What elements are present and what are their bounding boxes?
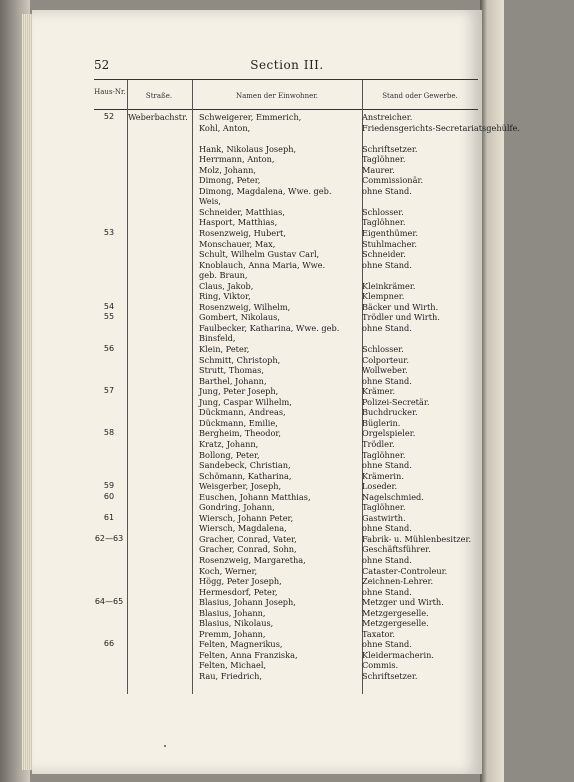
occupation: Buchdrucker. — [362, 407, 418, 418]
table-row — [94, 502, 478, 513]
header-house: Haus-Nr. — [94, 88, 126, 96]
occupation: Schlosser. — [362, 206, 404, 217]
occupation: Taglöhner. — [362, 449, 406, 460]
house-number: 52 — [103, 112, 115, 121]
table-row — [94, 566, 478, 577]
house-number: 61 — [103, 512, 115, 522]
resident-name: Blasius, Nikolaus, — [199, 618, 274, 629]
register-rows — [94, 112, 520, 682]
table-row — [94, 281, 478, 292]
occupation: Maurer. — [362, 164, 395, 175]
resident-name: Knoblauch, Anna Maria, Wwe. — [199, 259, 326, 270]
occupation: Schriftsetzer. — [362, 670, 418, 681]
resident-name: Klein, Peter, — [199, 344, 250, 355]
resident-name: Weis, — [199, 196, 222, 207]
occupation: Taglöhner. — [362, 502, 406, 513]
occupation: Anstreicher. — [362, 112, 413, 122]
resident-name: Jung, Peter Joseph, — [199, 386, 279, 397]
header-names: Namen der Einwohner. — [235, 92, 319, 100]
resident-name: Premm, Johann, — [199, 628, 266, 639]
occupation: Fabrik- u. Mühlenbesitzer. — [362, 533, 472, 544]
table-row — [94, 249, 478, 260]
table-row — [94, 576, 478, 587]
table-row — [94, 270, 478, 281]
table-row — [94, 660, 478, 671]
house-number: 62—63 — [94, 533, 124, 543]
house-number: 57 — [103, 386, 115, 396]
resident-name: Sandebeck, Christian, — [199, 460, 291, 471]
table-row — [94, 534, 478, 545]
table-row — [94, 671, 478, 682]
resident-name: Molz, Johann, — [199, 164, 256, 175]
resident-name: Claus, Jakob, — [199, 280, 254, 291]
table-row — [94, 523, 478, 534]
occupation: Kleidermacherin. — [362, 649, 434, 660]
table-row — [94, 207, 478, 218]
table-row — [94, 291, 478, 302]
table-row — [94, 439, 478, 450]
occupation: Nagelschmied. — [362, 491, 424, 502]
resident-name: Faulbecker, Katharina, Wwe. geb. — [199, 322, 340, 333]
resident-name: Rau, Friedrich, — [199, 670, 263, 681]
occupation: Zeichnen-Lehrer. — [362, 576, 434, 587]
table-row — [94, 333, 478, 344]
house-number: 54 — [103, 301, 115, 311]
table-row — [94, 418, 478, 429]
table-row — [94, 386, 478, 397]
table-row — [94, 544, 478, 555]
house-number: 53 — [103, 228, 115, 238]
occupation: ohne Stand. — [362, 460, 412, 471]
occupation: Schneider. — [362, 249, 406, 260]
resident-name: Hank, Nikolaus Joseph, — [199, 143, 297, 154]
resident-name: Hermesdorf, Peter, — [199, 586, 278, 597]
occupation: Bäcker und Wirth. — [362, 301, 439, 312]
occupation: Metzgergeselle. — [362, 607, 429, 618]
occupation: ohne Stand. — [362, 554, 412, 565]
table-row — [94, 260, 478, 271]
table-row — [94, 217, 478, 228]
table-row — [94, 397, 478, 408]
resident-name: Euschen, Johann Matthias, — [199, 491, 311, 502]
street-name: Weberbachstr. — [128, 112, 188, 122]
table-row — [94, 471, 478, 482]
house-number: 66 — [103, 639, 115, 649]
resident-name: Strutt, Thomas, — [199, 365, 264, 376]
table-row — [94, 513, 478, 524]
table-row — [94, 323, 478, 334]
table-row — [94, 344, 478, 355]
occupation: Wollweber. — [362, 365, 408, 376]
resident-name: Wiersch, Magdalena, — [199, 523, 287, 534]
resident-name: Hasport, Matthias, — [199, 217, 278, 228]
resident-name: Gombert, Nikolaus, — [199, 312, 280, 323]
resident-name: Felten, Michael, — [199, 660, 267, 671]
resident-name: Schömann, Katharina, — [199, 470, 292, 481]
occupation: Trödler und Wirth. — [362, 312, 440, 323]
resident-name: Schult, Wilhelm Gustav Carl, — [199, 249, 320, 260]
table-row — [94, 186, 478, 197]
house-number: 56 — [103, 344, 115, 354]
resident-name: Jung, Caspar Wilhelm, — [199, 396, 292, 407]
occupation: ohne Stand. — [362, 185, 412, 196]
resident-name: Gracher, Conrad, Sohn, — [199, 544, 297, 555]
header-occupation: Stand oder Gewerbe. — [382, 92, 458, 100]
table-row — [94, 144, 478, 155]
resident-name: Dimong, Peter, — [199, 175, 261, 186]
table-row — [94, 365, 478, 376]
resident-name: Rosenzweig, Wilhelm, — [199, 301, 291, 312]
occupation: Geschäftsführer. — [362, 544, 431, 555]
table-row — [94, 165, 478, 176]
table-row — [94, 302, 478, 313]
header-bottom-rule — [94, 109, 478, 110]
occupation: Klempner. — [362, 291, 405, 302]
table-row — [94, 133, 478, 144]
table-row — [94, 608, 478, 619]
occupation: ohne Stand. — [362, 375, 412, 386]
occupation: Gastwirth. — [362, 512, 406, 523]
resident-name: Weisgerber, Joseph, — [199, 481, 282, 492]
table-row — [94, 555, 478, 566]
occupation: Krämer. — [362, 386, 396, 397]
occupation: Schlosser. — [362, 344, 404, 355]
table-row — [94, 492, 478, 503]
table-row — [94, 597, 478, 608]
occupation: Taglöhner. — [362, 154, 406, 165]
resident-name: Gondring, Johann, — [199, 502, 275, 513]
resident-name: Bergheim, Theodor, — [199, 428, 282, 439]
resident-name: Dimong, Magdalena, Wwe. geb. — [199, 185, 332, 196]
header-street: Straße. — [145, 92, 173, 100]
page-title: Section III. — [250, 58, 324, 72]
table-row — [94, 639, 478, 650]
house-number: 58 — [103, 428, 115, 438]
resident-name: Monschauer, Max, — [199, 238, 276, 249]
occupation: ohne Stand. — [362, 639, 412, 650]
occupation: Taxator. — [362, 628, 396, 639]
resident-name: Schneider, Matthias, — [199, 206, 285, 217]
house-number: 55 — [103, 312, 115, 322]
table-row — [94, 407, 478, 418]
occupation: Colporteur. — [362, 354, 409, 365]
house-number: 60 — [103, 491, 115, 501]
resident-name: Blasius, Johann, — [199, 607, 266, 618]
table-row — [94, 481, 478, 492]
occupation: Büglerin. — [362, 417, 401, 428]
occupation: ohne Stand. — [362, 586, 412, 597]
occupation: Polizei-Secretär. — [362, 396, 430, 407]
resident-name: Koch, Werner, — [199, 565, 258, 576]
resident-name: Felten, Magnerikus, — [199, 639, 283, 650]
table-row — [94, 460, 478, 471]
table-row — [94, 629, 478, 640]
resident-name: Dückmann, Andreas, — [199, 407, 286, 418]
table-row — [94, 587, 478, 598]
resident-name: Ring, Viktor, — [199, 291, 251, 302]
resident-name: Kohl, Anton, — [199, 122, 251, 133]
table-row — [94, 154, 478, 165]
resident-name: Dückmann, Emilie, — [199, 417, 278, 428]
resident-name: Binsfeld, — [199, 333, 236, 344]
occupation: Kleinkrämer. — [362, 280, 416, 291]
page-mark — [164, 745, 166, 747]
table-row — [94, 312, 478, 323]
occupation: Friedensgerichts-Secretariatsgehülfe. — [362, 122, 520, 133]
occupation: Taglöhner. — [362, 217, 406, 228]
occupation: ohne Stand. — [362, 259, 412, 270]
table-row — [94, 618, 478, 629]
resident-name: Blasius, Johann Joseph, — [199, 597, 296, 608]
resident-name: Felten, Anna Franziska, — [199, 649, 298, 660]
resident-name: Wiersch, Johann Peter, — [199, 512, 294, 523]
table-row — [94, 355, 478, 366]
resident-name: Kratz, Johann, — [199, 438, 259, 449]
occupation: Schriftsetzer. — [362, 143, 418, 154]
occupation: Trödler. — [362, 438, 395, 449]
resident-name: Schmitt, Christoph, — [199, 354, 281, 365]
occupation: Cataster-Controleur. — [362, 565, 448, 576]
resident-name: Bollong, Peter, — [199, 449, 260, 460]
occupation: Stuhlmacher. — [362, 238, 418, 249]
table-row — [94, 450, 478, 461]
occupation: Commissionär. — [362, 175, 424, 186]
resident-name: Rosenzweig, Margaretha, — [199, 554, 306, 565]
header-top-rule — [94, 79, 478, 80]
occupation: Krämerin. — [362, 470, 404, 481]
house-number: 59 — [103, 481, 115, 491]
page-number: 52 — [94, 58, 110, 72]
house-number: 64—65 — [94, 597, 124, 607]
resident-name: geb. Braun, — [199, 270, 248, 281]
table-row — [94, 112, 478, 123]
table-row — [94, 428, 478, 439]
occupation: ohne Stand. — [362, 523, 412, 534]
occupation: Orgelspieler. — [362, 428, 416, 439]
resident-name: Herrmann, Anton, — [199, 154, 275, 165]
resident-name: Schweigerer, Emmerich, — [199, 112, 302, 122]
resident-name: Högg, Peter Joseph, — [199, 576, 282, 587]
table-row — [94, 239, 478, 250]
table-row — [94, 228, 478, 239]
occupation: ohne Stand. — [362, 322, 412, 333]
occupation: Loseder. — [362, 481, 398, 492]
occupation: Metzgergeselle. — [362, 618, 429, 629]
table-row — [94, 196, 478, 207]
resident-name: Gracher, Conrad, Vater, — [199, 533, 297, 544]
occupation: Eigenthümer. — [362, 228, 419, 239]
resident-name: Rosenzweig, Hubert, — [199, 228, 286, 239]
table-row — [94, 376, 478, 387]
resident-name: Barthel, Johann, — [199, 375, 267, 386]
table-row — [94, 175, 478, 186]
occupation: Metzger und Wirth. — [362, 597, 444, 608]
table-row — [94, 122, 520, 134]
table-row — [94, 650, 478, 661]
occupation: Commis. — [362, 660, 399, 671]
